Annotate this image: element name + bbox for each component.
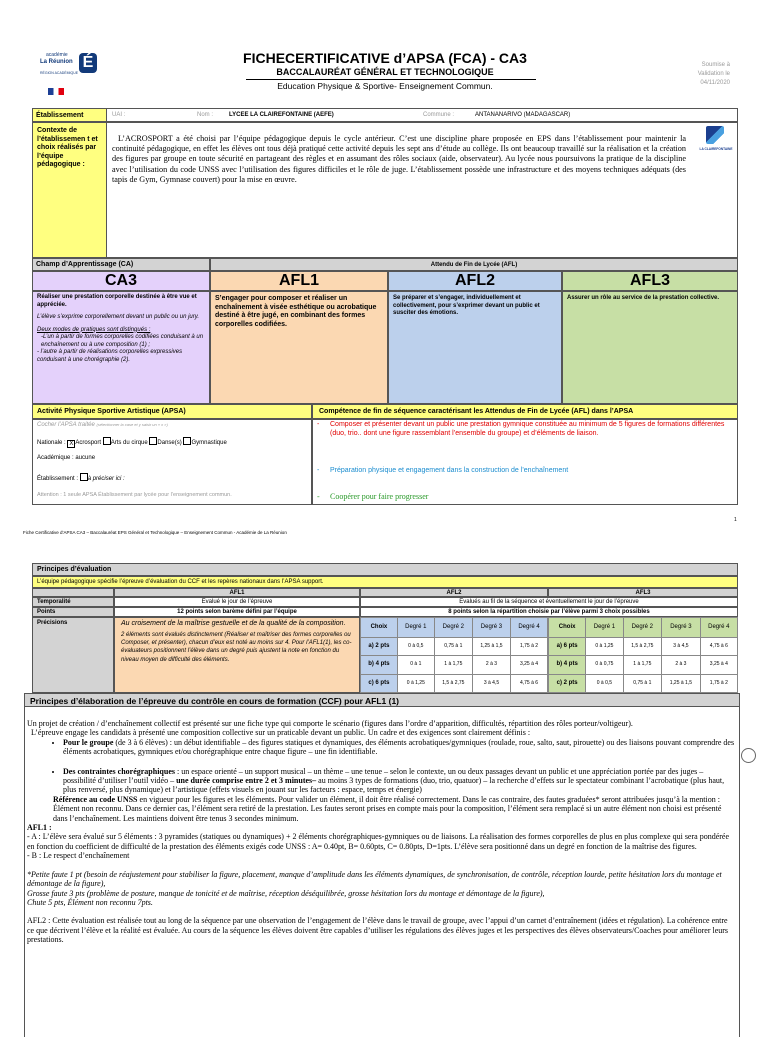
afl3-cell: 2 à 3 bbox=[662, 656, 701, 674]
afl3-head-choix: Choix bbox=[549, 618, 586, 638]
afl3-cell: 0,75 à 1 bbox=[623, 674, 662, 692]
temporalite-afl23: Evalués au fil de la séquence et éventuellement le jour de l’épreuve bbox=[360, 597, 738, 607]
commune-value: ANTANANARIVO (MADAGASCAR) bbox=[475, 112, 571, 118]
academie-logo bbox=[38, 50, 102, 96]
validation-date: 04/11/2020 bbox=[700, 80, 730, 86]
afl2-description: Se préparer et s’engager, individuellement et collectivement, pour s’exprimer devant un public et susciter des émotions. bbox=[388, 291, 562, 404]
attention-text: Attention : 1 seule APSA Établissement par lycée pour l’enseignement commun. bbox=[37, 492, 232, 498]
ca3-description bbox=[32, 291, 210, 404]
points-afl1: 12 points selon barème défini par l’équipe bbox=[114, 607, 360, 617]
afl2-cell: 0 à 0,5 bbox=[397, 638, 434, 656]
logo-line-1: académie bbox=[46, 52, 68, 58]
ccf-grosse-faute: Grosse faute 3 pts (problème de posture, manque de tonicité et de maîtrise, réception déséquilibrée, grosse hésitation lors du montage et démontage de la figure), bbox=[27, 888, 545, 898]
page-subtitle: BACCALAURÉAT GÉNÉRAL ET TECHNOLOGIQUE bbox=[276, 67, 494, 77]
ccf-bullet-2-text-b: au moins 3 types de formations (duo, trio, quatuor) – la recherche d’effets sur le spectateur combinant l’acrobatique (plus haut, plus renversé, plus dynamique) et l’artistique (effets visuels en jouant sur les facteurs : espace, temps et énergie) bbox=[63, 776, 725, 795]
afl3-cell: 1,5 à 2,75 bbox=[623, 638, 662, 656]
afl3-cell: 4,75 à 6 bbox=[700, 638, 737, 656]
context-label: Contexte de l’établissemen t et choix réalisés par l’équipe pédagogique : bbox=[32, 122, 107, 258]
ccf-body bbox=[27, 719, 735, 945]
afl2-cell: 4,75 à 6 bbox=[511, 674, 548, 692]
table-row bbox=[549, 638, 738, 656]
logo-e-icon: É bbox=[79, 53, 97, 73]
competence-1: Composer et présenter devant un public une prestation gymnique constituée au minimum de 5 figures de formations différentes (duo, trio.. dont une figure rassemblant l’ensemble du groupe) et d’éléments de liaison. bbox=[330, 421, 725, 437]
principes-blank-head bbox=[32, 588, 114, 597]
ccf-bullet-2-bold-2: une durée comprise entre 2 et 3 minutes– bbox=[176, 776, 317, 786]
footer-text: Fiche Certificative d’APSA CA3 – Baccalauréat EPS Général et Technologique – Enseignement Commun - Académie de La Réunion bbox=[23, 530, 287, 535]
afl3-description: Assurer un rôle au service de la prestation collective. bbox=[562, 291, 738, 404]
ccf-paragraph-2: L’épreuve engage les candidats à présenté une composition collective sur un praticable devant un public. Un cadre et des exigences sont clairement définis : bbox=[31, 728, 531, 738]
afl2-head-d2: Degré 2 bbox=[434, 618, 472, 638]
list-item bbox=[63, 738, 735, 757]
afl3-grid bbox=[548, 617, 738, 693]
ccf-title: Principes d’élaboration de l’épreuve du contrôle en cours de formation (CCF) pour AFL1 (1) bbox=[24, 693, 740, 707]
afl3-head-d2: Degré 2 bbox=[623, 618, 662, 638]
bullet-dash-3: - bbox=[317, 492, 320, 501]
afl3-head-d4: Degré 4 bbox=[700, 618, 737, 638]
afl2-cell: 1,75 à 2 bbox=[511, 638, 548, 656]
afl2-cell: 2 à 3 bbox=[472, 656, 510, 674]
afl3-cell: a) 6 pts bbox=[549, 638, 586, 656]
table-row bbox=[361, 638, 548, 656]
afl2-cell: 3,25 à 4 bbox=[511, 656, 548, 674]
clairefontaine-logo bbox=[698, 126, 732, 162]
principes-afl2-head: AFL2 bbox=[360, 588, 548, 597]
academique-text: Académique : aucune bbox=[37, 455, 96, 461]
bullet-dash-1: - bbox=[317, 421, 320, 428]
context-text: L’ACROSPORT a été choisi par l’équipe pédagogique depuis le cycle antérieur. C’est une discipline phare proposée en EPS dans l’établissement pour maintenir la continuité pédagogique, en effet les élèves ont tous déjà pratiqué cette activité depuis les sept ans d’étude au collège. Ils ont beaucoup travaillé sur la réalisation et la création des figures par groupe en toute sécurité en partageant des règles et en assumant des rôles sociaux (aide, observateur). Au lycée nous poursuivons la pratique de la discipline avec l’utilisation du code UNSS avec l’utilisation des figures difficiles et le rôle de juge. L’établissement possède une infrastructure et des moyens techniques adéquats (des tapis de Gym, Gymnase couvert) pour la mise en œuvre. bbox=[112, 134, 686, 184]
side-circle-icon[interactable] bbox=[741, 748, 756, 763]
list-item bbox=[63, 767, 735, 795]
nom-label: Nom : bbox=[197, 112, 214, 118]
ccf-petite-faute: *Petite faute 1 pt (besoin de réajustement pour stabiliser la figure, placement, manque d’amplitude dans les éléments dynamiques, de synchronisation, de contrôle, réception lourde, petite hésitation lors du montage et démontage de la figure), bbox=[27, 869, 722, 889]
uai-label: UAI : bbox=[112, 112, 126, 118]
table-row bbox=[361, 674, 548, 692]
table-row bbox=[361, 656, 548, 674]
afl3-cell: 1,25 à 1,5 bbox=[662, 674, 701, 692]
danse-label: Danse(s) bbox=[157, 440, 182, 446]
afl3-head-d3: Degré 3 bbox=[662, 618, 701, 638]
ccf-bullet-1-bold: Pour le groupe bbox=[63, 737, 114, 747]
ccf-afl1-heading: AFL1 : bbox=[27, 823, 52, 833]
ccf-bullet-1-text: (de 3 à 6 élèves) : un début identifiable – des figures statiques et dynamiques, des éléments acrobatiques/gymniques (roulade, roue, salto, saut, pirouette) ou des liaisons pouvant comprendre des éléments acrobatiques, gymniques et/ou chorégraphique entre chaque figure – une fin identifiable. bbox=[63, 737, 735, 757]
afl2-cell: 0 à 1,25 bbox=[397, 674, 434, 692]
cocher-small-text: (sélectionner la case et y saisir un « x ») bbox=[96, 422, 168, 427]
clairefontaine-logo-text: LA CLAIREFONTAINE bbox=[699, 147, 733, 151]
afl2-head-d4: Degré 4 bbox=[511, 618, 548, 638]
clairefontaine-logo-icon bbox=[706, 126, 724, 144]
apsa-label: Activité Physique Sportive Artistique (APSA) bbox=[32, 404, 312, 419]
ccf-reference-text: en vigueur pour les figures et les éléments. Pour valider un élément, il doit être réalisé correctement. Dans le cas contraire, des fautes graduées* seront attribuées jusqu’à la mention : Élément non reconnu. Dans ce dernier cas, l’élément sera retiré de la prestation. Les fautes seront prises en compte mais pour la composition, l’élément sera remplacé si un autre élément non choisi est présenté dans l’enchaînement. Les maintiens doivent être tenus 3 secondes minimum. bbox=[53, 794, 722, 823]
afl3-head-d1: Degré 1 bbox=[586, 618, 623, 638]
marianne-flag-icon bbox=[48, 88, 64, 95]
champ-label: Champ d’Apprentissage (CA) bbox=[32, 258, 210, 271]
ca3-text-3: Deux modes de pratiques sont distingués : bbox=[37, 326, 151, 333]
ca3-text-5: - l’autre à partir de réalisations corporelles expressives conduisant à une chorégraphie (2). bbox=[37, 349, 183, 363]
points-afl23: 8 points selon la répartition choisie par l’élève parmi 3 choix possibles bbox=[360, 607, 738, 617]
etablissement-checkbox[interactable] bbox=[80, 473, 88, 481]
afl1-title: AFL1 bbox=[210, 271, 388, 291]
etab-label: Établissement bbox=[32, 108, 107, 122]
afl3-cell: c) 2 pts bbox=[549, 674, 586, 692]
gymnastique-label: Gymnastique bbox=[191, 440, 227, 446]
competence-3: Coopérer pour faire progresser bbox=[330, 492, 429, 501]
ccf-chute: Chute 5 pts, Élément non reconnu 7pts. bbox=[27, 897, 153, 907]
ccf-bullet-2-text-a: : un espace orienté – un support musical – un thème – une tenue – selon le contexte, un ou deux passages devant un public et une appréciation portée par des juges – possibilité d’utiliser l’outil vidéo – bbox=[63, 766, 704, 786]
afl2-cell: a) 2 pts bbox=[361, 638, 398, 656]
afl3-cell: b) 4 pts bbox=[549, 656, 586, 674]
afl2-title: AFL2 bbox=[388, 271, 562, 291]
ccf-reference bbox=[27, 795, 735, 823]
title-rule bbox=[246, 79, 536, 80]
afl2-cell: 0,75 à 1 bbox=[434, 638, 472, 656]
ca3-title: CA3 bbox=[32, 271, 210, 291]
afl2-grid bbox=[360, 617, 548, 693]
afl-header-label: Attendu de Fin de Lycée (AFL) bbox=[210, 258, 738, 271]
principes-afl3-head: AFL3 bbox=[548, 588, 738, 597]
ca3-text-4: -L’un à partir de formes corporelles codifiées conduisant à un enchaînement ou à une composition (1) ; bbox=[41, 334, 204, 348]
afl2-cell: b) 4 pts bbox=[361, 656, 398, 674]
afl3-cell: 0 à 1,25 bbox=[586, 638, 623, 656]
afl2-head-d3: Degré 3 bbox=[472, 618, 510, 638]
commune-label: Commune : bbox=[423, 112, 455, 118]
cocher-label bbox=[37, 421, 168, 430]
points-label: Points bbox=[32, 607, 114, 617]
afl1-description: S’engager pour composer et réaliser un enchaînement à visée esthétique ou acrobatique destiné à être jugé, en combinant des formes corporelles codifiées. bbox=[210, 291, 388, 404]
afl2-head-d1: Degré 1 bbox=[397, 618, 434, 638]
competence-2: Préparation physique et engagement dans la construction de l’enchaînement bbox=[330, 467, 569, 474]
precisions-afl1 bbox=[114, 617, 360, 693]
page-title: FICHECERTIFICATIVE d’APSA (FCA) - CA3 bbox=[243, 50, 527, 66]
preciser-text: à préciser ici : bbox=[87, 476, 125, 482]
table-row bbox=[549, 674, 738, 692]
afl2-cell: 0 à 1 bbox=[397, 656, 434, 674]
ca3-text-2: L’élève s’exprime corporellement devant un public ou un jury. bbox=[37, 314, 199, 320]
afl3-cell: 0 à 0,5 bbox=[586, 674, 623, 692]
ccf-afl2-paragraph: AFL2 : Cette évaluation est réalisée tout au long de la séquence par une observation de l’engagement de l’élève dans le travail de groupe, avec l’appui d’un carnet d’entraînement (idées et régulation). La cohérence entre ce que décrivent l’élève et la réalité est évaluée. Au cours de la séquence les élèves doivent être capables d’utiliser les régulations des élèves juges et les perspectives des élèves observateurs/Coaches pour améliorer leurs prestations. bbox=[27, 916, 729, 945]
acrosport-checkbox[interactable]: X bbox=[69, 441, 74, 447]
acrosport-label: Acrosport bbox=[75, 440, 102, 446]
afl3-cell: 3,25 à 4 bbox=[700, 656, 737, 674]
etablissement-row bbox=[37, 473, 125, 484]
bullet-dash-2: - bbox=[317, 467, 320, 474]
afl3-cell: 0 à 0,75 bbox=[586, 656, 623, 674]
ccf-reference-bold: Référence au code UNSS bbox=[53, 794, 138, 804]
temporalite-label: Temporalité bbox=[32, 597, 114, 607]
competence-bullet-2 bbox=[317, 467, 735, 476]
afl3-cell: 3 à 4,5 bbox=[662, 638, 701, 656]
etab-row bbox=[32, 108, 738, 122]
ccf-paragraph-1: Un projet de création / d’enchaînement collectif est présenté sur une fiche type qui comporte le scénario (figures dans l’ordre d’apparition, difficultés, répartition des rôles porteur/voltigeur). bbox=[27, 719, 633, 728]
ca3-text-1: Réaliser une prestation corporelle destinée à être vue et appréciée. bbox=[37, 294, 197, 308]
nationale-label: Nationale : bbox=[37, 440, 66, 446]
table-row bbox=[549, 656, 738, 674]
afl2-cell: 1,5 à 2,75 bbox=[434, 674, 472, 692]
logo-line-2: La Réunion bbox=[40, 59, 73, 65]
page-subtitle-2: Education Physique & Sportive- Enseignement Commun. bbox=[277, 81, 493, 91]
principes-intro: L’équipe pédagogique spécifie l’épreuve d’évaluation du CCF et les repères nationaux dans l’APSA support. bbox=[32, 576, 738, 588]
competence-bullet-1 bbox=[317, 421, 735, 438]
afl2-head-choix: Choix bbox=[361, 618, 398, 638]
afl3-cell: 1,75 à 2 bbox=[700, 674, 737, 692]
principes-title: Principes d’évaluation bbox=[32, 563, 738, 576]
logo-line-3: RÉGION ACADÉMIQUE bbox=[40, 71, 79, 75]
afl3-title: AFL3 bbox=[562, 271, 738, 291]
principes-afl1-head: AFL1 bbox=[114, 588, 360, 597]
precisions-afl1-text-1: Au croisement de la maîtrise gestuelle et de la qualité de la composition. bbox=[121, 620, 346, 627]
ccf-bullet-2-bold: Des contraintes chorégraphiques bbox=[63, 766, 175, 776]
ccf-a-line: - A : L’élève sera évalué sur 5 éléments : 3 pyramides (statiques ou dynamiques) + 2 éléments chorégraphiques-gymniques ou de liaisons. La réalisation des formes corporelles de plus en plus complexe qui sera pondérée en fonction du coefficient de difficulté de la prestation des éléments exigés code UNSS : A= 0.40pt, B= 0.60pts, C= 0.80pts, D=1pts. L’élève sera positionné dans un degré en fonction de la maîtrise des figures. bbox=[27, 832, 730, 851]
competence-label: Compétence de fin de séquence caractérisant les Attendus de Fin de Lycée (AFL) dans l’APSA bbox=[312, 404, 738, 419]
ccf-b-line: - B : Le respect d’enchaînement bbox=[27, 851, 130, 861]
cirque-label: Arts du cirque bbox=[110, 440, 148, 446]
competence-bullet-3 bbox=[317, 492, 735, 501]
nationale-row bbox=[37, 437, 227, 448]
afl2-cell: 3 à 4,5 bbox=[472, 674, 510, 692]
temporalite-afl1: Evalué le jour de l’épreuve bbox=[114, 597, 360, 607]
cocher-text: Cocher l’APSA traitée bbox=[37, 422, 95, 428]
precisions-afl1-text-2: 2 éléments sont évalués distinctement (Réaliser et maîtriser des formes corporelles ou Composer, et présenter), chacun d’eux est noté au moins sur 4. Pour l’AFL1(1), les co-évaluateurs positionnent l’élève dans un degré puis ajustent la note en fonction du niveau moyen de difficulté des éléments. bbox=[121, 632, 352, 663]
validation-line-2: Validation le bbox=[697, 71, 730, 77]
page-number: 1 bbox=[734, 517, 737, 523]
afl2-cell: 1,25 à 1,5 bbox=[472, 638, 510, 656]
afl3-cell: 1 à 1,75 bbox=[623, 656, 662, 674]
afl2-cell: c) 6 pts bbox=[361, 674, 398, 692]
afl2-cell: 1 à 1,75 bbox=[434, 656, 472, 674]
ccf-bullet-list bbox=[27, 738, 735, 795]
cirque-checkbox[interactable] bbox=[103, 437, 111, 445]
etablissement-label: Établissement : bbox=[37, 476, 79, 482]
nom-value: LYCEE LA CLAIREFONTAINE (AEFE) bbox=[229, 112, 334, 118]
validation-line-1: Soumise à bbox=[701, 62, 730, 68]
precisions-label: Précisions bbox=[32, 617, 114, 693]
